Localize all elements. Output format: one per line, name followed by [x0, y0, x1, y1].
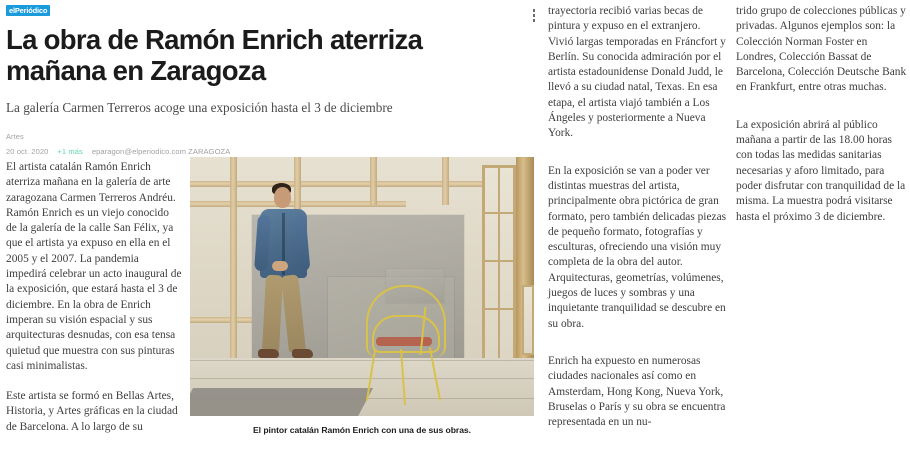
article-photo[interactable]: [190, 157, 534, 416]
more-authors-link[interactable]: +1 más: [57, 147, 83, 156]
elperiodico-logo[interactable]: elPeriódico: [6, 5, 50, 16]
paragraph: El artista catalán Ramón Enrich aterriza mañana en la galería de arte zaragozana Carmen Terreros Andréu. Ramón Enrich es un viejo conocido de la galería de la calle San Félix, ya que el artista ya expuso en ella en el 2005 y el 2007. La pandemia impedirá celebrar un acto inaugural de la exposición, que estará hasta el 3 de diciembre. En la obra de Enrich imperan su visión espacial y sus arquitecturas desnudas, con esa tensa quietud que muestra con sus pinturas casi minimalistas.: [6, 161, 182, 372]
left-column-body: [6, 160, 182, 450]
photo-beam: [442, 157, 449, 205]
main-column: [6, 0, 534, 435]
photo-window: [482, 165, 516, 361]
paragraph: trido grupo de colecciones públicas y privadas. Algunos ejemplos son: la Colección Norman Foster en Londres, Colección Bassat de Barcelona, Colección Deutsche Bank en Frankfurt, entre otras muchas.: [736, 5, 907, 94]
byline-meta-row: [6, 147, 534, 157]
page-title: La obra de Ramón Enrich aterriza mañana en Zaragoza: [6, 24, 423, 86]
photo-floor-mat: [190, 388, 373, 416]
middle-column-body: [548, 4, 728, 452]
photo-window: [522, 285, 534, 355]
byline: [6, 132, 534, 157]
paragraph: Enrich ha expuesto en numerosas ciudades nacionales así como en Amsterdam, Hong Kong, Nueva York, Bruselas o París y su obra se encuentra representada en un nu-: [548, 354, 726, 429]
more-options-icon[interactable]: [528, 6, 540, 28]
kebab-dot: [533, 9, 536, 12]
paragraph: La exposición abrirá al público mañana a partir de las 18.00 horas con todas las medidas sanitarias necesarias y aforo limitado, para poder disfrutar con tranquilidad de la misma. La muestra podrá visitarse hasta el próximo 3 de diciembre.: [736, 118, 906, 223]
kebab-dot: [533, 14, 536, 17]
right-column-body: [736, 4, 908, 247]
paragraph: Este artista se formó en Bellas Artes, Historia, y Artes gráficas en la ciudad de Barcelona. A lo largo de su: [6, 390, 178, 433]
article-subhead: La galería Carmen Terreros acoge una exposición hasta el 3 de diciembre: [6, 100, 393, 115]
paragraph: trayectoria recibió varias becas de pintura y expuso en el extranjero. Vivió largas temporadas en Fráncfort y Berlín. Su conocida admiración por el artista estadounidense Donald Judd, le llevó a su ciudad natal, Texas. En esa etapa, el artista viajó también a Los Ángeles y posteriormente a Nueva York.: [548, 5, 726, 140]
publish-date: 20 oct. 2020: [6, 147, 49, 156]
photo-beam: [370, 157, 377, 205]
kebab-dot: [533, 19, 536, 22]
paragraph: En la exposición se van a poder ver distintas muestras del artista, principalmente obra pictórica de gran formato, pero también delicadas piezas de pequeño formato, fotografías y esculturas, ofreciendo una visión muy completa de la obra del autor. Arquitecturas, geometrías, volúmenes, juegos de luces y sombras y una inquietante tranquilidad se descubre en su obra.: [548, 164, 727, 330]
article-figure: [190, 157, 534, 436]
author-email: eparagon@elperiodico.com ZARAGOZA: [91, 147, 231, 156]
figure-caption: El pintor catalán Ramón Enrich con una de sus obras.: [252, 425, 472, 435]
article-section[interactable]: Artes: [6, 132, 24, 141]
